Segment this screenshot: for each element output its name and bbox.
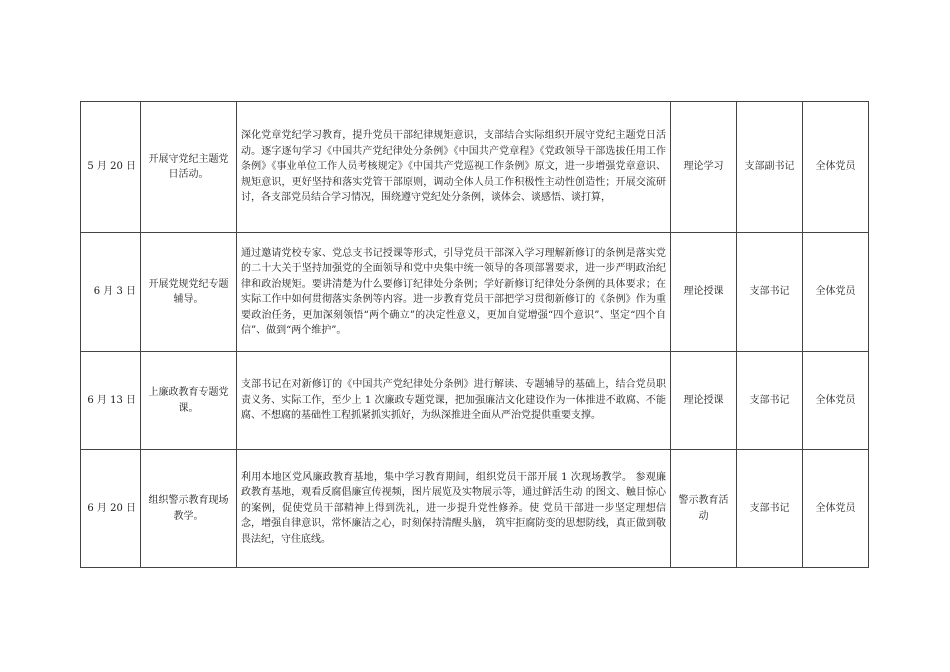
activity-form: 警示教育活动	[671, 450, 737, 568]
activity-date: 6 月 3 日	[81, 233, 141, 352]
activity-form: 理论授课	[671, 352, 737, 450]
activity-date: 6 月 20 日	[81, 450, 141, 568]
activity-date: 5 月 20 日	[81, 102, 141, 233]
table-row	[81, 352, 869, 450]
activity-participants: 全体党员	[803, 102, 869, 233]
activity-title: 开展党规党纪专题辅导。	[141, 233, 237, 352]
activity-content: 深化党章党纪学习教育，提升党员干部纪律规矩意识，支部结合实际组织开展守党纪主题党日活动。逐字逐句学习《中国共产党纪律处分条例》《中国共产党章程》《党政领导干部选拔任用工作条例》《事业单位工作人员考核规定》《中国共产党巡视工作条例》原文，进一步增强党章意识、规矩意识，更好坚持和落实党管干部原则，调动全体人员工作积极性主动性创造性；开展交流研讨，各支部党员结合学习情况，围绕遵守党纪处分条例，谈体会、谈感悟、谈打算，	[237, 102, 671, 233]
activity-title: 上廉政教育专题党课。	[141, 352, 237, 450]
activity-content: 通过邀请党校专家、党总支书记授课等形式，引导党员干部深入学习理解新修订的条例是落实党的二十大关于坚持加强党的全面领导和党中央集中统一领导的各项部署要求，进一步严明政治纪律和政治规矩。要讲清楚为什么要修订纪律处分条例；学好新修订纪律处分条例的具体要求；在实际工作中如何贯彻落实条例等内容。进一步教育党员干部把学习贯彻新修订的《条例》作为重要政治任务，更加深刻领悟“两个确立”的决定性意义，更加自觉增强“四个意识”、坚定“四个自信”、做到“两个维护”。	[237, 233, 671, 352]
activity-participants: 全体党员	[803, 233, 869, 352]
activity-organizer: 支部书记	[737, 450, 803, 568]
activity-title: 开展守党纪主题党日活动。	[141, 102, 237, 233]
table-row	[81, 102, 869, 233]
activity-content: 支部书记在对新修订的《中国共产党纪律处分条例》进行解读、专题辅导的基础上，结合党员职责义务、实际工作，至少上 1 次廉政专题党课，把加强廉洁文化建设作为一体推进不敢腐、不能腐、不想腐的基础性工程抓紧抓实抓好，为纵深推进全面从严治党提供重要支撑。	[237, 352, 671, 450]
table-row	[81, 233, 869, 352]
activity-organizer: 支部书记	[737, 233, 803, 352]
activity-title: 组织警示教育现场教学。	[141, 450, 237, 568]
table-row	[81, 450, 869, 568]
activity-content: 利用本地区党风廉政教育基地，集中学习教育期间，组织党员干部开展 1 次现场教学。 参观廉政教育基地，观看反腐倡廉宣传视频，图片展览及实物展示等，通过鲜活生动 的图文、触目惊心的案例，促使党员干部精神上得到洗礼，进一步提升党性修养。使 党员干部进一步坚定理想信念，增强自律意识，常怀廉洁之心，时刻保持清醒头脑， 筑牢拒腐防变的思想防线，真正做到敬畏法纪，守住底线。	[237, 450, 671, 568]
activity-participants: 全体党员	[803, 450, 869, 568]
activity-form: 理论学习	[671, 102, 737, 233]
activity-date: 6 月 13 日	[81, 352, 141, 450]
activity-organizer: 支部书记	[737, 352, 803, 450]
activity-participants: 全体党员	[803, 352, 869, 450]
activity-form: 理论授课	[671, 233, 737, 352]
activity-organizer: 支部副书记	[737, 102, 803, 233]
activity-schedule-table	[80, 101, 869, 568]
